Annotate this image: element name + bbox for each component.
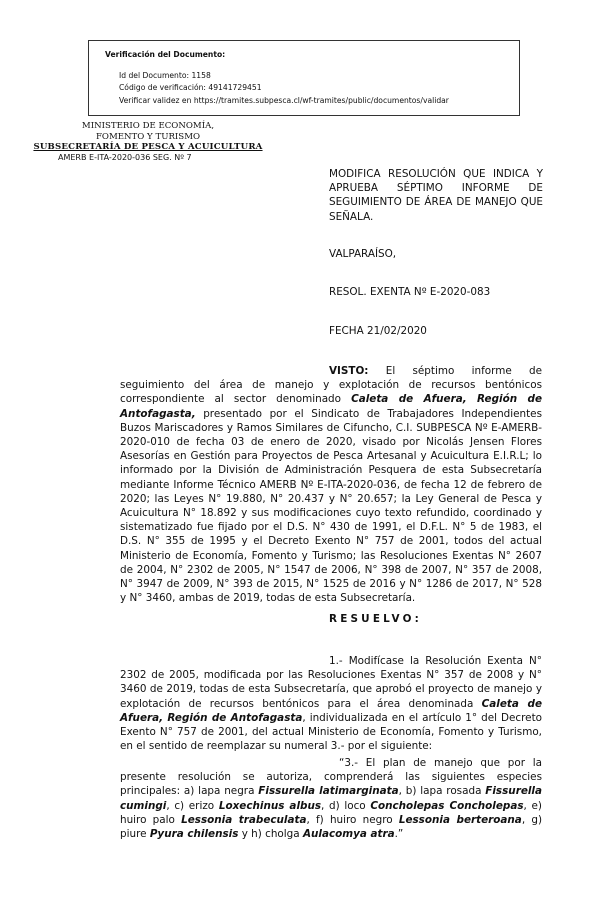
resuelvo-heading: RESUELVO: — [329, 613, 422, 625]
species-6: Lessonia berteroana — [398, 813, 522, 826]
species-7: Pyura chilensis — [149, 828, 239, 841]
article-1-paragraph — [120, 654, 542, 753]
species-4: Concholepas Concholepas — [370, 799, 524, 812]
verification-link[interactable]: • Verificar validez en https://tramites.subpesca.cl/wf-tramites/public/documentos/validar — [119, 95, 509, 108]
verification-title: Verificación del Documento: — [105, 50, 226, 59]
numeral-3-paragraph — [120, 756, 542, 841]
visto-label: VISTO: — [329, 365, 369, 377]
visto-text-2: presentado por el Sindicato de Trabajadores Independientes Buzos Mariscadores y Ramos Similares de Cifuncho, C.I. SUBPESCA Nº E-AMERB-2020-010 de fecha 03 de enero de 2020, visado por Nicolás Jensen Flores Asesorías en Gestión para Proyectos de Pesca Artesanal y Acuicultura E.I.R.L; lo informado por la División de Administración Pesquera de esta Subsecretaría mediante Informe Técnico AMERB Nº E-ITA-2020-036, de fecha 12 de febrero de 2020; las Leyes N° 19.880, N° 20.437 y N° 20.657; la Ley General de Pesca y Acuicultura N° 18.892 y sus modificaciones cuyo texto refundido, coordinado y sistematizado fue fijado por el D.S. N° 430 de 1991, el D.F.L. N° 5 de 1983, el D.S. N° 355 de 1995 y el Decreto Exento N° 757 de 2001, todos del actual Ministerio de Economía, Fomento y Turismo; las Resoluciones Exentas N° 2607 de 2004, N° 2302 de 2005, N° 1547 de 2006, N° 398 de 2007, N° 357 de 2008, N° 3947 de 2009, N° 393 de 2015, N° 1525 de 2016 y N° 1286 de 2017, N° 528 y N° 3460, ambas de 2019, todas de esta Subsecretaría. — [120, 407, 542, 605]
species-2: Fissurella cumingi — [120, 785, 542, 812]
ministry-name: MINISTERIO DE ECONOMÍA, — [81, 121, 215, 131]
numeral-3-text-3: , c) erizo — [166, 799, 219, 812]
visto-area-name: Caleta de Afuera, Región de Antofagasta, — [120, 393, 542, 420]
ministry-name-2: FOMENTO Y TURISMO — [95, 131, 201, 142]
subsecretaria-name: SUBSECRETARÍA DE PESCA Y ACUICULTURA — [33, 142, 263, 153]
species-8: Aulacomya atra — [302, 828, 395, 841]
species-1: Fissurella latimarginata — [258, 785, 399, 798]
numeral-3-text-8: y h) cholga — [238, 828, 303, 841]
verification-box — [88, 40, 520, 116]
article-1-area-name: Caleta de Afuera, Región de Antofagasta — [120, 697, 543, 724]
resolution-title: MODIFICA RESOLUCIÓN QUE INDICA Y APRUEBA SÉPTIMO INFORME DE SEGUIMIENTO DE ÁREA DE MANEJO QUE SEÑALA. — [329, 168, 543, 223]
numeral-3-text-9: .” — [394, 828, 404, 841]
species-5: Lessonia trabeculata — [181, 813, 307, 826]
numeral-3-text-7: , g) piure — [120, 813, 542, 841]
verification-list — [105, 70, 509, 108]
numeral-3-text-6: , f) huiro negro — [306, 813, 399, 826]
article-1-text-1: 1.- Modifícase la Resolución Exenta N° 2302 de 2005, modificada por las Resoluciones Exentas N° 357 de 2008 y N° 3460 de 2019, todas de esta Subsecretaría, que aprobó el proyecto de manejo y explotación de recursos bentónicos para el área denominada — [120, 655, 542, 710]
species-3: Loxechinus albus — [218, 799, 322, 812]
city: VALPARAÍSO, — [329, 248, 397, 260]
amerb-reference: AMERB E-ITA-2020-036 SEG. Nº 7 — [58, 152, 192, 162]
article-1-text-2: , individualizada en el artículo 1° del Decreto Exento N° 757 de 2001, del actual Ministerio de Economía, Fomento y Turismo, en el sentido de reemplazar su numeral 3.- por el siguiente: — [120, 711, 542, 753]
numeral-3-text-1: “3.- El plan de manejo que por la presente resolución se autoriza, comprenderá las siguientes especies principales: a) lapa negra — [120, 757, 542, 798]
resolution-number: RESOL. EXENTA Nº E-2020-083 — [329, 286, 491, 298]
visto-paragraph — [120, 364, 542, 605]
letterhead — [18, 121, 278, 163]
numeral-3-text-5: , e) huiro palo — [120, 799, 542, 826]
numeral-3-text-2: , b) lapa rosada — [398, 785, 486, 798]
verification-code: • Código de verificación: 49141729451 — [119, 82, 509, 95]
document-id: • Id del Documento: 1158 — [119, 70, 509, 83]
resolution-date: FECHA 21/02/2020 — [329, 325, 427, 337]
visto-text-1: El séptimo informe de seguimiento del área de manejo y explotación de recursos bentónicos correspondiente al sector denominado — [120, 365, 542, 406]
numeral-3-text-4: , d) loco — [321, 799, 371, 812]
